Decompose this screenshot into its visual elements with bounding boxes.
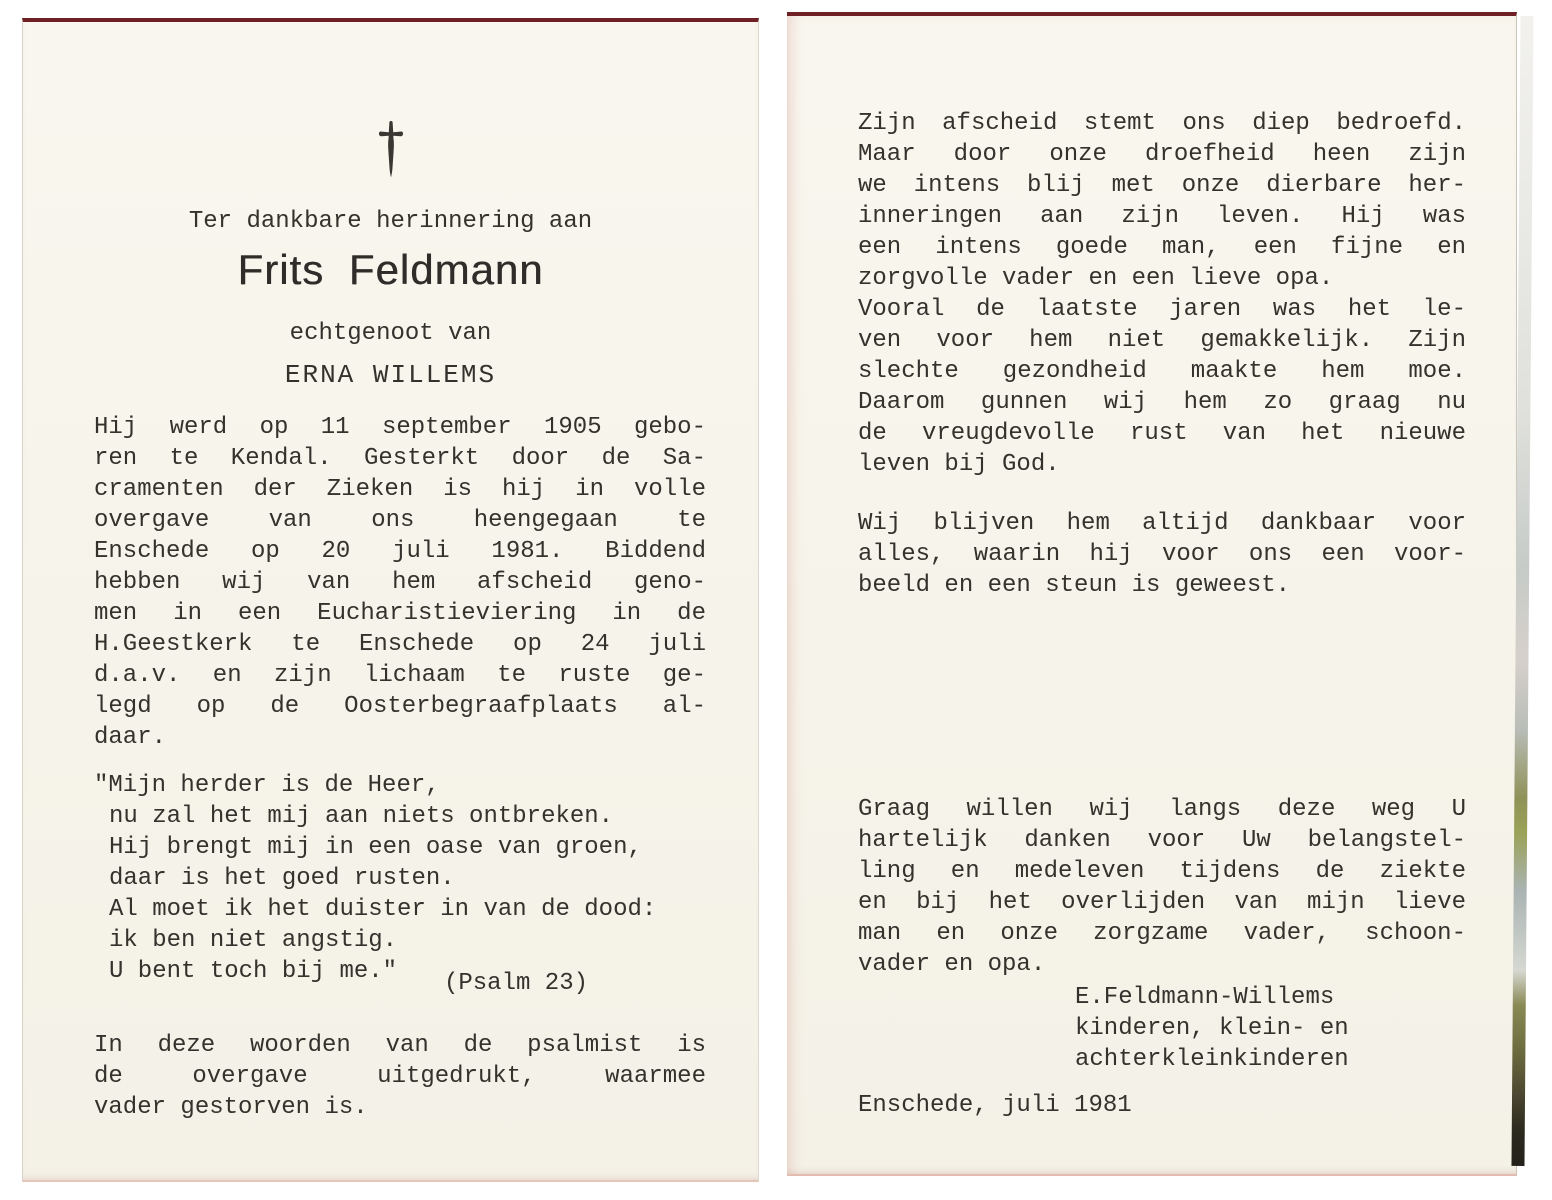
text-line: man en onze zorgzame vader, schoon- xyxy=(858,920,1466,947)
text-line: Hij werd op 11 september 1905 gebo- xyxy=(94,414,706,441)
text-line: Daarom gunnen wij hem zo graag nu xyxy=(858,389,1466,416)
text-line: overgave van ons heengegaan te xyxy=(94,507,706,534)
text-line: beeld en een steun is geweest. xyxy=(858,572,1291,599)
text-line: daar is het goed rusten. xyxy=(109,865,455,892)
text-line: inneringen aan zijn leven. Hij was xyxy=(858,203,1466,230)
deceased-name: Frits Feldmann xyxy=(237,246,544,293)
text-line: "Mijn herder is de Heer, xyxy=(94,772,440,799)
text-line: slechte gezondheid maakte hem moe. xyxy=(858,358,1466,385)
text-line: Zijn afscheid stemt ons diep bedroefd. xyxy=(858,110,1466,137)
text-line: Enschede op 20 juli 1981. Biddend xyxy=(94,538,706,565)
text-line: kinderen, klein- en xyxy=(1075,1015,1349,1042)
spouse-name: ERNA WILLEMS xyxy=(284,360,497,390)
relation-line: echtgenoot van xyxy=(289,320,492,347)
cross-icon xyxy=(63,120,718,187)
text-line: H.Geestkerk te Enschede op 24 juli xyxy=(94,631,706,658)
text-line: vader en opa. xyxy=(858,951,1046,978)
text-line: Graag willen wij langs deze weg U xyxy=(858,796,1466,823)
text-line: vader gestorven is. xyxy=(94,1094,368,1121)
text-line: hebben wij van hem afscheid geno- xyxy=(94,569,706,596)
text-line: zorgvolle vader en een lieve opa. xyxy=(858,265,1334,292)
gratitude-paragraph xyxy=(858,508,1466,601)
text-line: we intens blij met onze dierbare her- xyxy=(858,172,1466,199)
closing-paragraph xyxy=(94,1030,706,1123)
text-line: E.Feldmann-Willems xyxy=(1075,984,1335,1011)
text-line: alles, waarin hij voor ons een voor- xyxy=(858,541,1466,568)
in-memoriam-paragraph-2 xyxy=(858,294,1466,480)
text-line: d.a.v. en zijn lichaam te ruste ge- xyxy=(94,662,706,689)
memorial-intro-line: Ter dankbare herinnering aan xyxy=(188,208,593,235)
text-line: achterkleinkinderen xyxy=(1075,1046,1349,1073)
text-line: In deze woorden van de psalmist is xyxy=(94,1032,706,1059)
text-line: hartelijk danken voor Uw belangstel- xyxy=(858,827,1466,854)
place-date-line: Enschede, juli 1981 xyxy=(858,1092,1132,1119)
text-line: daar. xyxy=(94,724,167,751)
text-line: legd op de Oosterbegraafplaats al- xyxy=(94,693,706,720)
text-line: nu zal het mij aan niets ontbreken. xyxy=(109,803,614,830)
biography-paragraph xyxy=(94,412,706,753)
text-line: ik ben niet angstig. xyxy=(109,927,398,954)
text-line: Hij brengt mij in een oase van groen, xyxy=(109,834,642,861)
acknowledgement-paragraph xyxy=(858,794,1466,980)
memorial-card-front-page xyxy=(22,18,759,1182)
text-line: ren te Kendal. Gesterkt door de Sa- xyxy=(94,445,706,472)
text-line: de overgave uitgedrukt, waarmee xyxy=(94,1063,706,1090)
text-line: een intens goede man, een fijne en xyxy=(858,234,1466,261)
psalm-quote xyxy=(94,770,706,987)
psalm-reference: (Psalm 23) xyxy=(443,970,588,997)
text-line: ven voor hem niet gemakkelijk. Zijn xyxy=(858,327,1466,354)
text-line: Vooral de laatste jaren was het le- xyxy=(858,296,1466,323)
text-line: leven bij God. xyxy=(858,451,1060,478)
text-line: Al moet ik het duister in van de dood: xyxy=(109,896,657,923)
text-line: en bij het overlijden van mijn lieve xyxy=(858,889,1466,916)
text-line: ling en medeleven tijdens de ziekte xyxy=(858,858,1466,885)
signature-block xyxy=(1075,982,1495,1075)
text-line: Wij blijven hem altijd dankbaar voor xyxy=(858,510,1466,537)
text-line: cramenten der Zieken is hij in volle xyxy=(94,476,706,503)
text-line: Maar door onze droefheid heen zijn xyxy=(858,141,1466,168)
text-line: de vreugdevolle rust van het nieuwe xyxy=(858,420,1466,447)
in-memoriam-paragraph-1 xyxy=(858,108,1466,294)
text-line: men in een Eucharistieviering in de xyxy=(94,600,706,627)
text-line: U bent toch bij me." xyxy=(109,958,398,985)
memorial-card-back-page xyxy=(787,12,1517,1176)
